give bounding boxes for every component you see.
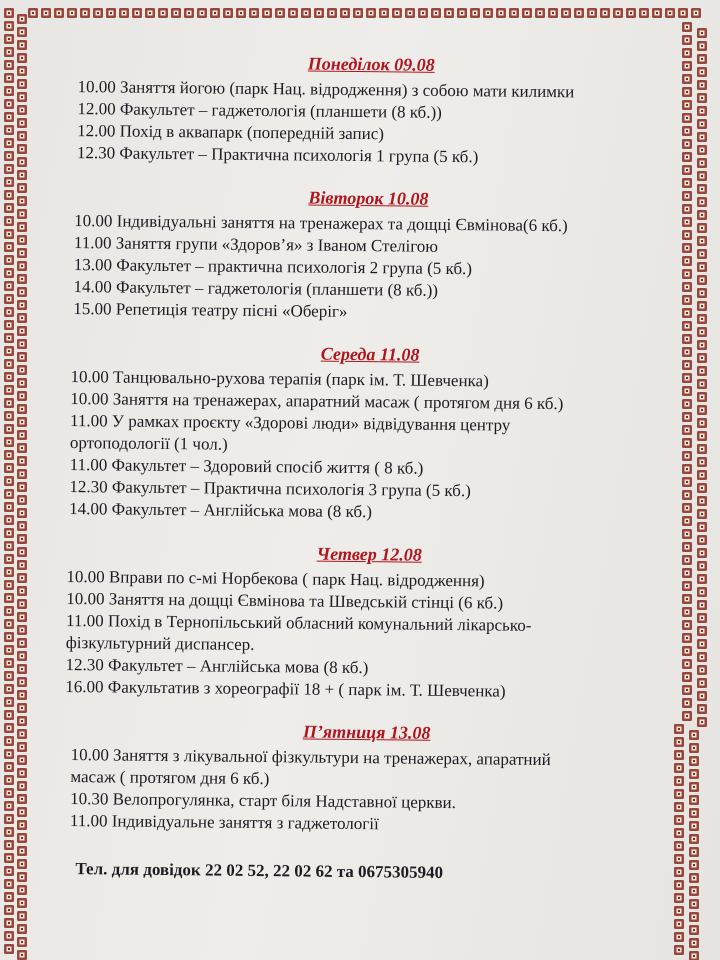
schedule-item: 10.00 Заняття на тренажерах, апаратний масаж ( протягом дня 6 кб.): [70, 389, 564, 414]
tuesday-items: [73, 210, 668, 326]
thursday-items: [65, 566, 664, 704]
schedule-item: 13.00 Факультет – практична психологія 2 група (5 кб.): [73, 255, 473, 279]
day-title: Середа 11.08: [320, 343, 420, 365]
day-title: П’ятниця 13.08: [302, 721, 431, 743]
schedule-item: 11.00 Заняття групи «Здоров’я» з Іваном Стелігою: [73, 233, 439, 256]
day-thursday: [317, 543, 665, 573]
day-title: Понеділок 09.08: [307, 53, 435, 75]
day-friday: [303, 720, 663, 750]
schedule-item: 10.00 Індивідуальні заняття на тренажерах та дощці Євмінова(6 кб.): [74, 211, 568, 236]
schedule-item: 10.00 Танцювально-рухова терапія (парк ім. Т. Шевченка): [70, 367, 489, 391]
friday-items: [70, 744, 663, 838]
schedule-item: 12.00 Факультет – гаджетологія (планшети (8 кб.)): [77, 99, 442, 122]
schedule-item: 14.00 Факультет – гаджетологія (планшети (8 кб.)): [73, 277, 439, 300]
day-tuesday: [308, 187, 668, 217]
day-title: Четвер 12.08: [316, 543, 422, 565]
monday-items: [77, 76, 670, 170]
schedule-item: 10.00 Заняття йогою (парк Нац. відродження) з собою мати килимки: [77, 77, 575, 102]
schedule-item: 11.00 Індивідуальне заняття з гаджетології: [69, 811, 379, 834]
schedule-item: 11.00 Похід в Тернопільський обласний комунальний лікарсько-: [65, 610, 532, 635]
schedule-item: 12.30 Факультет – Англійська мова (8 кб.): [65, 654, 369, 678]
day-monday: [308, 52, 670, 82]
day-wednesday: [321, 343, 667, 373]
schedule-item: 15.00 Репетиція театру пісні «Оберіг»: [73, 299, 348, 321]
schedule-item: 12.00 Похід в аквапарк (попередній запис): [77, 121, 385, 144]
schedule-item: 12.30 Факультет – Практична психологія 3 група (5 кб.): [69, 477, 471, 501]
schedule-item: 10.00 Заняття на дощці Євмінова та Шведській стінці (6 кб.): [66, 588, 504, 613]
schedule-item: масаж ( протягом дня 6 кб.): [70, 767, 270, 789]
schedule-item: 16.00 Факультатив з хореографії 18 + ( парк ім. Т. Шевченка): [65, 676, 506, 701]
schedule-item: 12.30 Факультет – Практична психологія 1 група (5 кб.): [76, 143, 479, 167]
schedule-item: 14.00 Факультет – Англійська мова (8 кб.): [69, 499, 373, 522]
day-title: Вівторок 10.08: [308, 187, 429, 209]
schedule-item: 10.00 Заняття з лікувальної фізкультури на тренажерах, апаратний: [70, 745, 551, 770]
schedule-item: ортоподології (1 чол.): [69, 433, 228, 454]
schedule-item: 10.30 Велопрогулянка, старт біля Надставної церкви.: [70, 789, 457, 813]
schedule-item: 10.00 Вправи по с-мі Норбекова ( парк Нац. відродження): [66, 566, 485, 591]
wednesday-items: [69, 366, 667, 526]
schedule-content: [61, 50, 670, 886]
contact-phones: Тел. для довідок 22 02 52, 22 02 62 та 0675305940: [75, 859, 444, 882]
schedule-item: 11.00 У рамках проєкту «Здорові люди» відвідування центру: [70, 411, 511, 435]
schedule-item: 11.00 Факультет – Здоровий спосіб життя ( 8 кб.): [69, 455, 424, 478]
schedule-item: фізкультурний диспансер.: [65, 632, 255, 654]
